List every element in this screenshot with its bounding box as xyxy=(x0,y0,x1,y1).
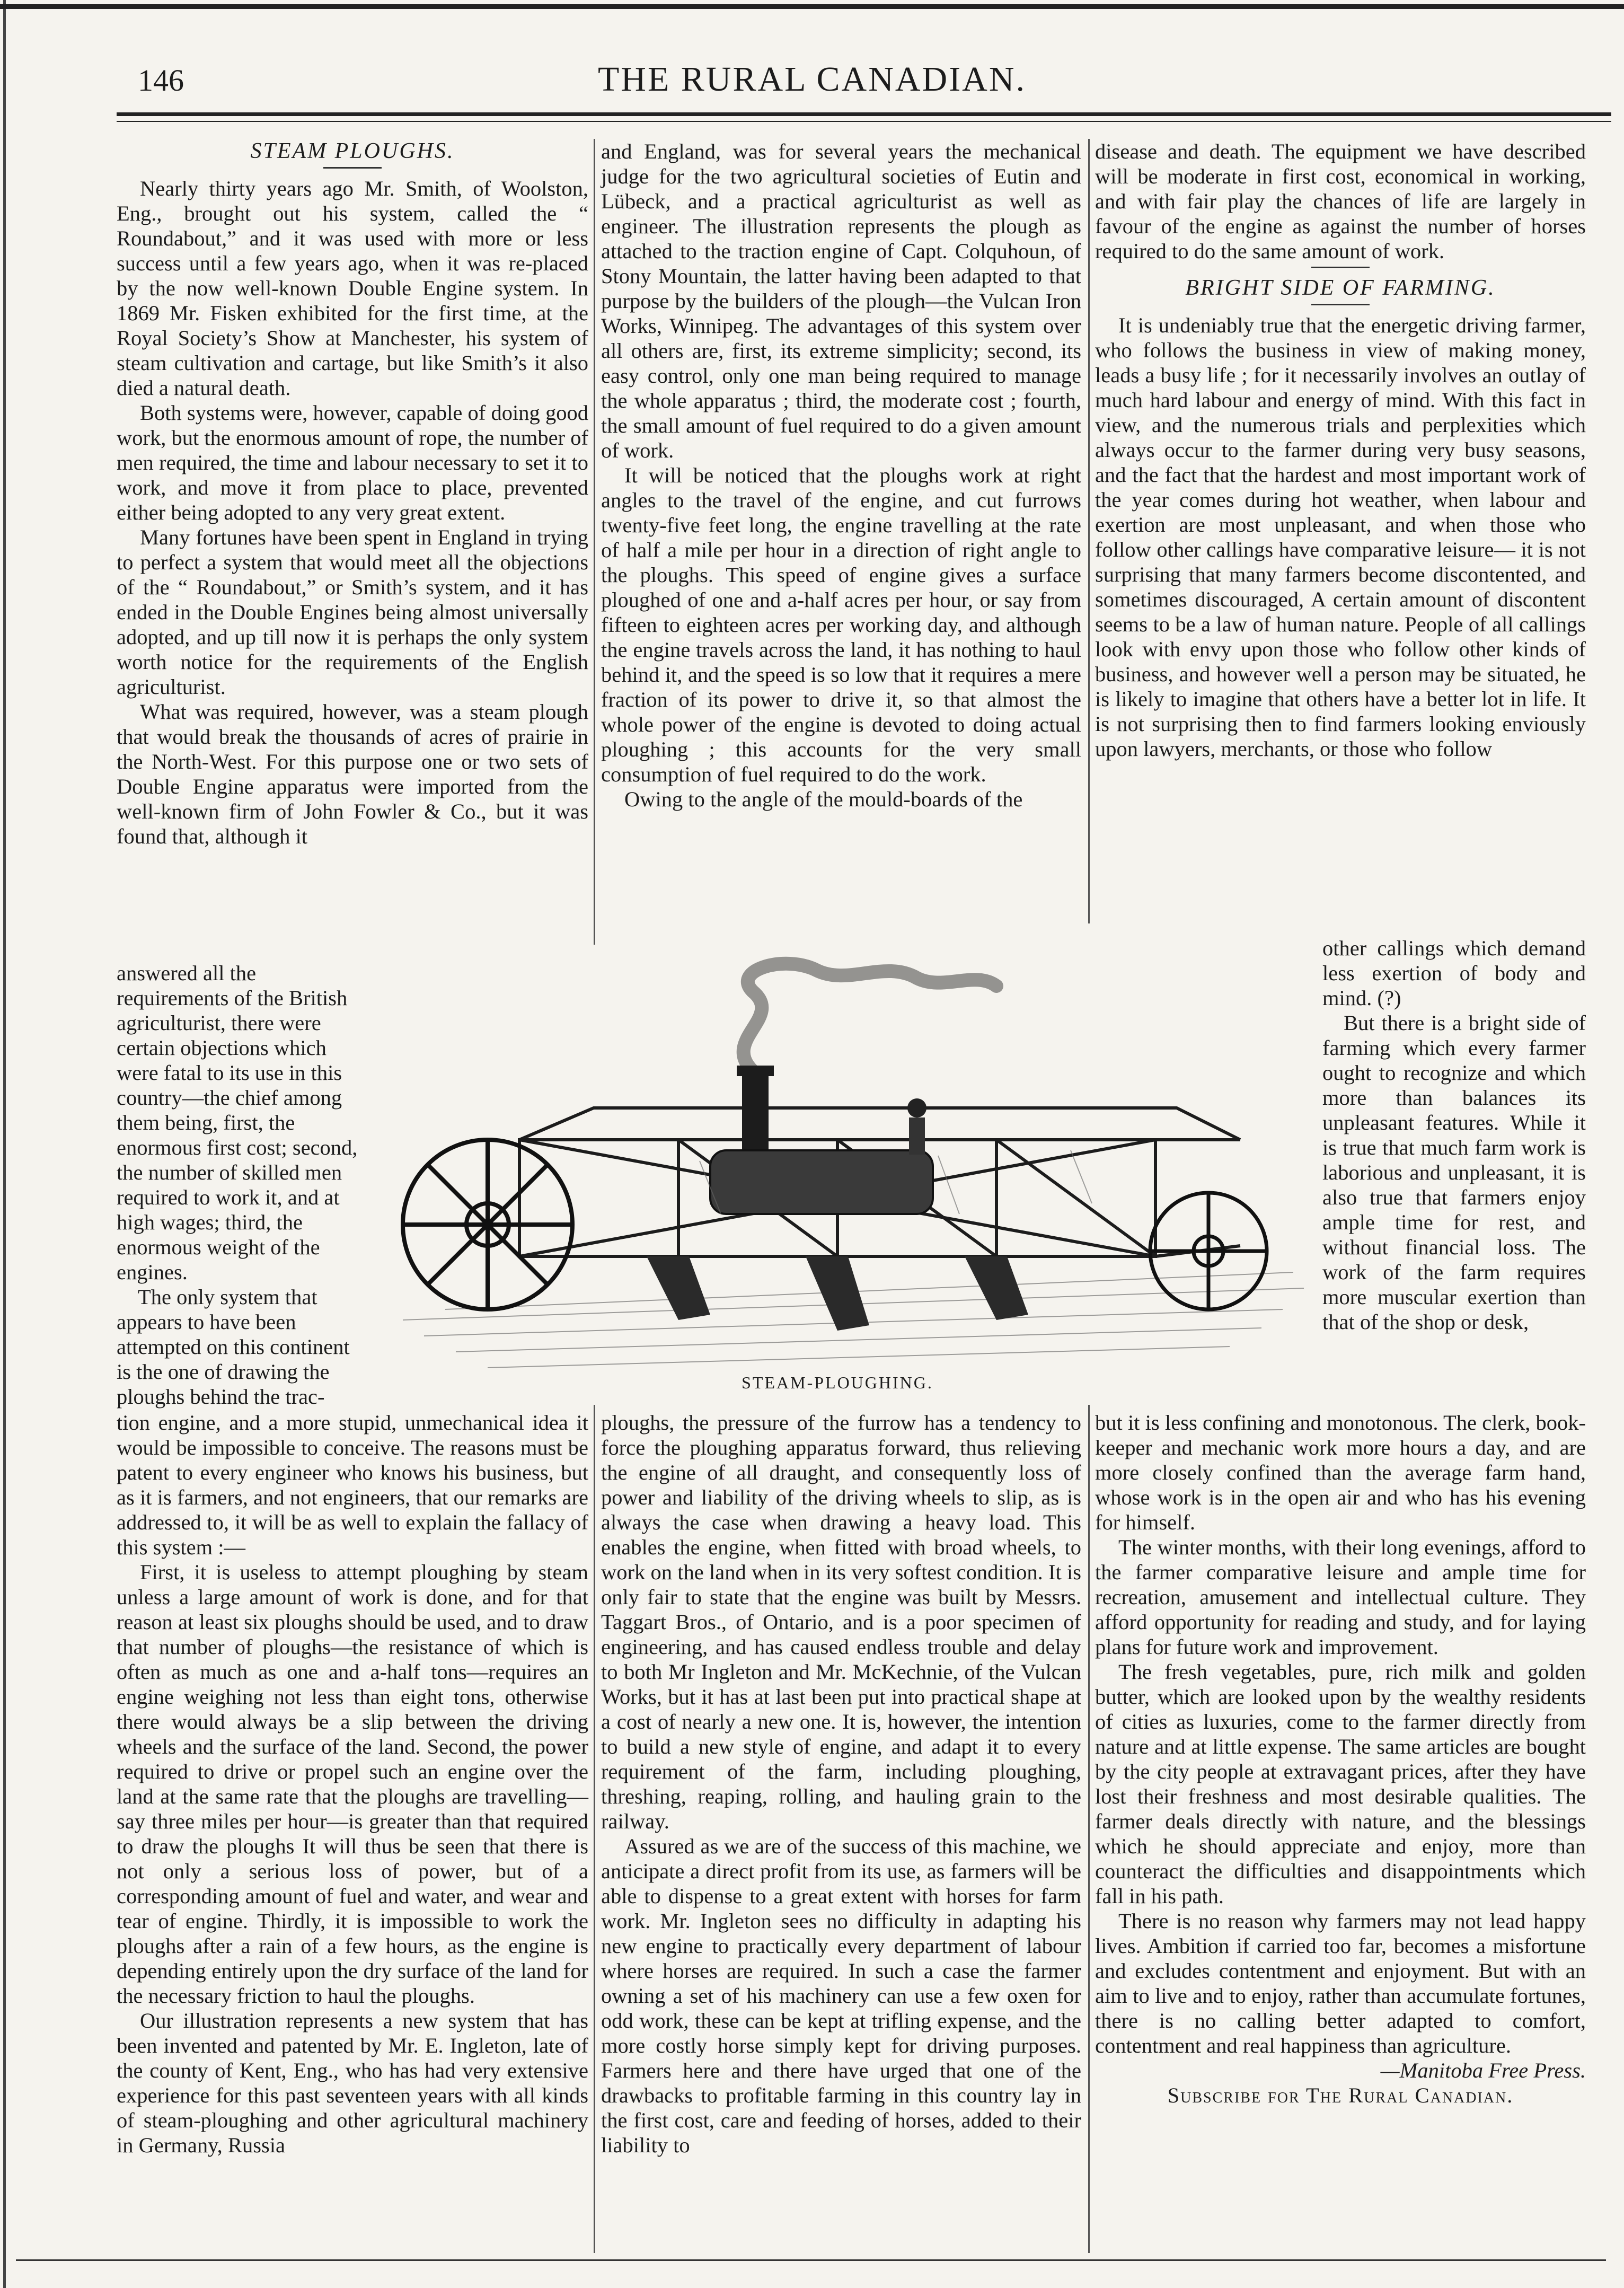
paragraph: What was required, however, was a steam plough that would break the thousands of acres of prairie in the North-West. For this purpose one or two sets of Double Engine apparatus were imported from the well-known firm of John Fowler & Co., but it was found that, although it xyxy=(117,700,588,848)
paragraph: It will be noticed that the ploughs work at right angles to the travel of the engine, and cut furrows twenty-five feet long, the engine travelling at the rate of half a mile per hour in a direction of right angle to the ploughs. This speed of engine gives a surface ploughed of one and a-half acres per hour, or say from fifteen to eighteen acres per working day, and although the engine travels across the land, it has nothing to haul behind it, and the speed is so low that it requires a mere fraction of its power to drive it, so that almost the whole power of the engine is devoted to doing actual ploughing ; this accounts for the very small consumption of fuel required to do the work. xyxy=(601,463,1081,786)
article-title-steam-ploughs: STEAM PLOUGHS. xyxy=(250,139,455,163)
paragraph: disease and death. The equipment we have described will be moderate in first cost, economical in working, and with fair play the chances of life are largely in favour of the engine as against the number of horses required to do the same amount of work. xyxy=(1095,139,1586,263)
paragraph: Owing to the angle of the mould-boards of the xyxy=(624,787,1023,811)
page-edge xyxy=(3,0,6,2288)
article-title-bright-side: BRIGHT SIDE OF FARMING. xyxy=(1185,276,1496,300)
paragraph: Our illustration represents a new system that has been invented and patented by Mr. E. Ingleton, late of the county of Kent, Eng., who has had very extensive experience for this past seventeen years with all kinds of steam-ploughing and other agricultural machinery in Germany, Russia xyxy=(117,2009,588,2157)
section-dash xyxy=(1311,267,1370,268)
paragraph: It is undeniably true that the energetic driving farmer, who follows the business in view of making money, leads a busy life ; for it necessarily involves an outlay of much hard labour and energy of mind. With this fact in view, and the numerous trials and perplexities which always occur to the farmer during very busy seasons, and the fact that the hardest and most important work of the year comes during hot weather, when labour and exertion are most unpleasant, and when those who follow other callings have comparative leisure— it is not surprising that many farmers become discontented, and sometimes discouraged, A certain amount of discontent seems to be a law of human nature. People of all callings look with envy upon those who follow other kinds of business, and however well a person may be situated, he is likely to imagine that others have a better lot in life. It is not surprising then to find farmers looking enviously upon lawyers, merchants, or those who follow xyxy=(1095,313,1586,761)
column-1-top xyxy=(117,139,588,849)
paragraph: The only system that appears to have been attempted on this continent is the one of drawing the ploughs behind the trac- xyxy=(117,1285,350,1409)
column-2-bottom xyxy=(601,1410,1081,2158)
column-3-bottom xyxy=(1095,1410,1586,2108)
figure-wrap-right xyxy=(1322,936,1586,1334)
paragraph: ploughs, the pressure of the furrow has a tendency to force the ploughing apparatus forward, thus relieving the engine of all draught, and consequently loss of power and liability of the driving wheels to slip, as is always the case when drawing a heavy load. This enables the engine, when fitted with broad wheels, to work on the land when in its very softest condition. It is only fair to state that the engine was built by Messrs. Taggart Bros., of Ontario, and is a poor specimen of engineering, and has caused endless trouble and delay to both Mr Ingleton and Mr. McKechnie, of the Vulcan Works, but it has at last been put into practical shape at a cost of nearly a new one. It is, however, the intention to build a new style of engine, and adapt it to every requirement of the farm, including ploughing, threshing, reaping, rolling, and hauling grain to the railway. xyxy=(601,1411,1081,1833)
figure-caption: STEAM-PLOUGHING. xyxy=(742,1373,933,1392)
paragraph: Nearly thirty years ago Mr. Smith, of Woolston, Eng., brought out his system, called the “ Roundabout,” and it was used with more or less success until a few years ago, when it was re-placed by the now well-known Double Engine system. In 1869 Mr. Fisken exhibited for the first time, at the Royal Society’s Show at Manchester, his system of steam cultivation and cartage, but like Smith’s it also died a natural death. xyxy=(117,177,588,400)
source-signature: —Manitoba Free Press. xyxy=(1380,2058,1586,2082)
column-divider xyxy=(594,139,595,945)
page-header xyxy=(0,0,1624,138)
paragraph: The winter months, with their long evenings, afford to the farmer comparative leisure and ample time for recreation, amusement and intellectual culture. They afford opportunity for reading and study, and for laying plans for future work and improvement. xyxy=(1095,1535,1586,1659)
figure-wrap-left xyxy=(117,961,366,1409)
paragraph: other callings which demand less exertion of body and mind. (?) xyxy=(1322,936,1586,1010)
paragraph: answered all the requirements of the British agriculturist, there were certain objections which were fatal to its use in this country—the chief among them being, first, the enormous first cost; second, the number of skilled men required to work it, and at high wages; third, the enormous weight of the engines. xyxy=(117,961,358,1284)
page-number: 146 xyxy=(138,63,184,98)
steam-ploughing-illustration xyxy=(382,949,1325,1394)
paragraph: tion engine, and a more stupid, unmechanical idea it would be impossible to conceive. The reasons must be patent to every engineer who knows his business, but as it is farmers, and not engineers, that our remarks are addressed to, it will be as well to explain the fallacy of this system :— xyxy=(117,1411,588,1559)
paragraph: Assured as we are of the success of this machine, we anticipate a direct profit from its use, as farmers will be able to dispense to a great extent with horses for farm work. Mr. Ingleton sees no difficulty in adapting his new engine to practically every department of labour where horses are required. In such a case the farmer owning a set of his machinery can use a few oxen for odd work, these can be kept at trifling expense, and the more costly horse simply kept for driving purposes. Farmers here and there have urged that one of the drawbacks to profitable farming in this country lay in the first cost, care and feeding of horses, added to their liability to xyxy=(601,1834,1081,2157)
bottom-rule xyxy=(16,2259,1606,2261)
header-rule-thin xyxy=(117,121,1611,122)
paragraph: The fresh vegetables, pure, rich milk and golden butter, which are looked upon by the wealthy residents of cities as luxuries, come to the farmer directly from nature and at little expense. The same articles are bought by the city people at extravagant prices, after they have lost their freshness and most desirable qualities. The farmer deals directly with nature, and the blessings which he should appreciate and enjoy, more than counteract the difficulties and disappointments which fall in his path. xyxy=(1095,1660,1586,1908)
masthead-title: THE RURAL CANADIAN. xyxy=(597,60,1026,99)
column-1-bottom xyxy=(117,1410,588,2158)
paragraph: Many fortunes have been spent in England in trying to perfect a system that would meet all the objections of the “ Roundabout,” or Smith’s system, and it has ended in the Double Engines being almost universally adopted, and up till now it is perhaps the only system worth notice for the requirements of the English agriculturist. xyxy=(117,525,588,699)
paragraph: There is no reason why farmers may not lead happy lives. Ambition if carried too far, becomes a misfortune and excludes contentment and enjoyment. But with an aim to live and to enjoy, rather than accumulate fortunes, there is no calling better adapted to comfort, contentment and real happiness than agriculture. xyxy=(1095,1909,1586,2057)
subscribe-notice: Subscribe for The Rural Canadian. xyxy=(1167,2083,1514,2107)
title-dash xyxy=(1311,304,1370,305)
steam-plough-engraving xyxy=(382,949,1325,1394)
column-divider xyxy=(594,1405,595,2253)
column-2-top xyxy=(601,139,1081,812)
paragraph: But there is a bright side of farming which every farmer ought to recognize and which more than balances its unpleasant features. While it is true that much farm work is laborious and unpleasant, it is also true that farmers enjoy ample time for rest, and without financial loss. The work of the farm requires more muscular exertion than that of the shop or desk, xyxy=(1322,1011,1586,1334)
paragraph: Both systems were, however, capable of doing good work, but the enormous amount of rope, the number of men required, the time and labour necessary to set it to work, and move it from place to place, prevented either being adopted to any very great extent. xyxy=(117,401,588,524)
title-dash xyxy=(323,167,382,169)
column-divider xyxy=(1088,1405,1090,2253)
column-3-top xyxy=(1095,139,1586,761)
paragraph: but it is less confining and monotonous. The clerk, book-keeper and mechanic work more hours a day, and are more closely confined than the average farm hand, whose work is in the open air and who has his evening for himself. xyxy=(1095,1411,1586,1534)
top-rule xyxy=(0,4,1624,9)
column-divider xyxy=(1088,139,1090,923)
header-rule xyxy=(117,112,1611,116)
paragraph: First, it is useless to attempt ploughing by steam unless a large amount of work is done, and for that reason at least six ploughs should be used, and to draw that number of ploughs—the resistance of which is often as much as one and a-half tons—requires an engine weighing not less than eight tons, otherwise there would always be a slip between the driving wheels and the surface of the land. Second, the power required to drive or propel such an engine over the land at the same rate that the ploughs are travelling—say three miles per hour—is greater than that required to draw the ploughs It will thus be seen that there is not only a serious loss of power, but of a corresponding amount of fuel and water, and wear and tear of engine. Thirdly, it is impossible to work the ploughs after a rain of a few hours, as the engine is depending entirely upon the dry surface of the land for the necessary friction to haul the ploughs. xyxy=(117,1560,588,2008)
paragraph: and England, was for several years the mechanical judge for the two agricultural societies of Eutin and Lübeck, and a practical agriculturist as well as engineer. The illustration represents the plough as attached to the traction engine of Capt. Colquhoun, of Stony Mountain, the latter having been adapted to that purpose by the builders of the plough—the Vulcan Iron Works, Winnipeg. The advantages of this system over all others are, first, its extreme simplicity; second, its easy control, only one man being required to manage the whole apparatus ; third, the moderate cost ; fourth, the small amount of fuel required to do a given amount of work. xyxy=(601,139,1081,462)
